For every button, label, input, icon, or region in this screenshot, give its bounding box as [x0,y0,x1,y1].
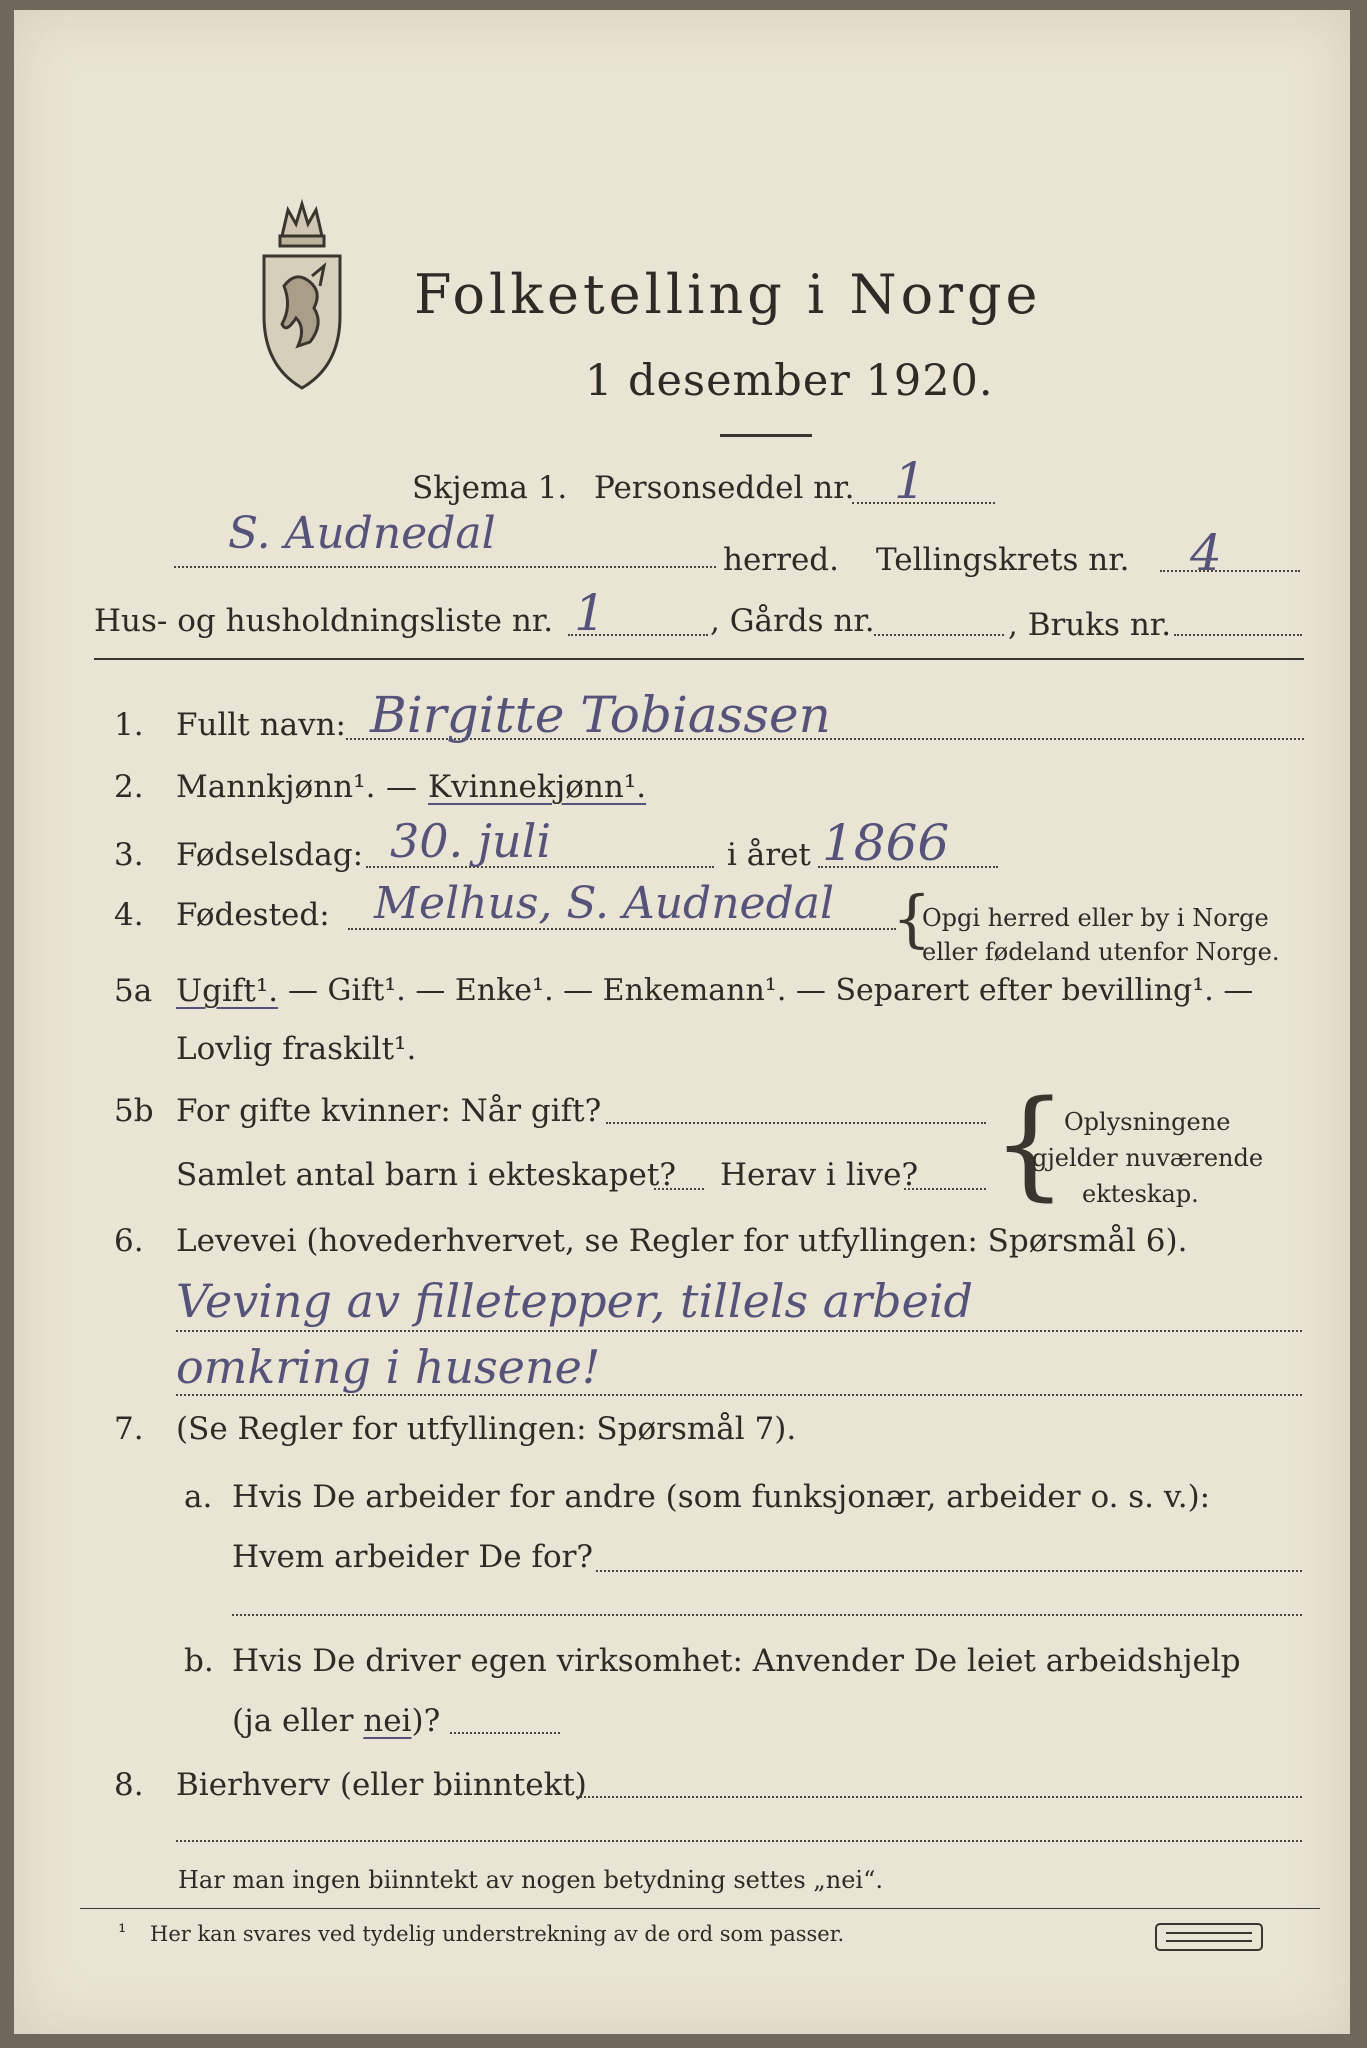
q3-aar-label: i året [727,837,811,873]
q2-separator: — [386,769,417,805]
q6-value-line1: Veving av filletepper, tillels arbeid [176,1274,974,1328]
hus-value: 1 [574,584,606,642]
bruks-line [1174,634,1302,636]
q5b-note-line3: ekteskap. [1082,1180,1199,1208]
q6-label: Levevei (hovederhvervet, se Regler for utfyllingen: Spørsmål 6). [176,1223,1188,1259]
q5b-naar-gift-line [606,1122,986,1124]
q5a-ugift-option: Ugift¹. [176,973,279,1009]
footnote-mark: ¹ [118,1920,127,1944]
q5b-note-line1: Oplysningene [1064,1108,1231,1136]
q5b-note-line2: gjelder nuværende [1032,1144,1264,1172]
q2-number: 2. [114,769,144,805]
q4-value: Melhus, S. Audnedal [374,878,835,929]
q7a-line2 [232,1614,1302,1616]
tellingskrets-label: Tellingskrets nr. [876,542,1130,578]
gards-line [874,634,1004,636]
q7a-label-line2: Hvem arbeider De for? [232,1539,594,1575]
q7-number: 7. [114,1411,144,1447]
q7b-nei-option: nei [363,1703,412,1739]
q3-label: Fødselsdag: [176,837,364,873]
q5b-antal-barn-label: Samlet antal barn i ekteskapet? [176,1157,676,1193]
title-divider [720,434,812,437]
q5b-naar-gift-label: For gifte kvinner: Når gift? [176,1093,602,1129]
bruks-label: , Bruks nr. [1008,607,1172,643]
q7b-label-line2: (ja eller nei)? [232,1703,441,1739]
q7b-number: b. [184,1643,214,1679]
q6-line2 [176,1394,1302,1396]
tellingskrets-line [1160,570,1300,572]
q8-number: 8. [114,1767,144,1803]
q1-value: Birgitte Tobiassen [370,686,831,744]
footnote-text: Her kan svares ved tydelig understrekning av de ord som passer. [150,1922,845,1946]
q2-mann-option: Mannkjønn¹. [176,769,376,805]
tellingskrets-value: 4 [1190,524,1222,582]
footnote-divider [80,1908,1320,1909]
q6-number: 6. [114,1223,144,1259]
herred-label: herred. [723,542,839,578]
q4-brace: { [892,882,932,955]
gards-label: , Gårds nr. [710,603,875,639]
q4-note-line2: eller fødeland utenfor Norge. [922,938,1280,966]
q8-note: Har man ingen biinntekt av nogen betydning settes „nei“. [178,1866,883,1894]
herred-value: S. Audnedal [228,508,496,559]
q4-number: 4. [114,897,144,933]
q3-number: 3. [114,837,144,873]
q6-value-line2: omkring i husene! [176,1340,601,1394]
personseddel-label: Personseddel nr. [594,470,855,506]
q8-line2 [176,1840,1302,1842]
printer-stamp-icon [1154,1922,1264,1952]
coat-of-arms-icon [252,196,352,396]
q7b-line [450,1732,560,1734]
q5b-antal-barn-line [654,1188,704,1190]
q5b-herav-label: Herav i live? [720,1157,919,1193]
q8-label: Bierhverv (eller biinntekt) [176,1767,587,1803]
q4-label: Fødested: [176,897,330,933]
personseddel-value: 1 [894,452,926,510]
q5a-options: — Gift¹. — Enke¹. — Enkemann¹. — Separert efter bevilling¹. — [288,973,1254,1008]
hus-label: Hus- og husholdningsliste nr. [94,603,554,639]
q1-number: 1. [114,707,144,743]
q4-note-line1: Opgi herred eller by i Norge [922,904,1269,932]
header-divider [94,658,1304,660]
q7a-label-line1: Hvis De arbeider for andre (som funksjonær, arbeider o. s. v.): [232,1479,1211,1515]
q7a-line1 [596,1570,1302,1572]
q5b-herav-line [904,1188,986,1190]
q7b-label-line1: Hvis De driver egen virksomhet: Anvender De leiet arbeidshjelp [232,1643,1241,1679]
q6-line1 [176,1330,1302,1332]
q5b-brace: { [992,1074,1068,1212]
q7a-number: a. [184,1479,213,1515]
census-form [14,10,1350,2034]
q2-kvinne-option: Kvinnekjønn¹. [428,769,647,805]
q8-line1 [576,1796,1302,1798]
q7-label: (Se Regler for utfyllingen: Spørsmål 7). [176,1411,797,1447]
q5b-number: 5b [114,1093,154,1129]
q3-value: 30. juli [390,814,552,868]
q3-aar-value: 1866 [822,814,950,872]
herred-line [174,566,716,568]
q5a-line2: Lovlig fraskilt¹. [176,1031,417,1067]
q1-label: Fullt navn: [176,707,346,743]
census-date: 1 desember 1920. [585,356,994,406]
skjema-label: Skjema 1. [412,470,568,506]
q5a-number: 5a [114,973,153,1009]
form-title: Folketelling i Norge [414,263,1042,326]
